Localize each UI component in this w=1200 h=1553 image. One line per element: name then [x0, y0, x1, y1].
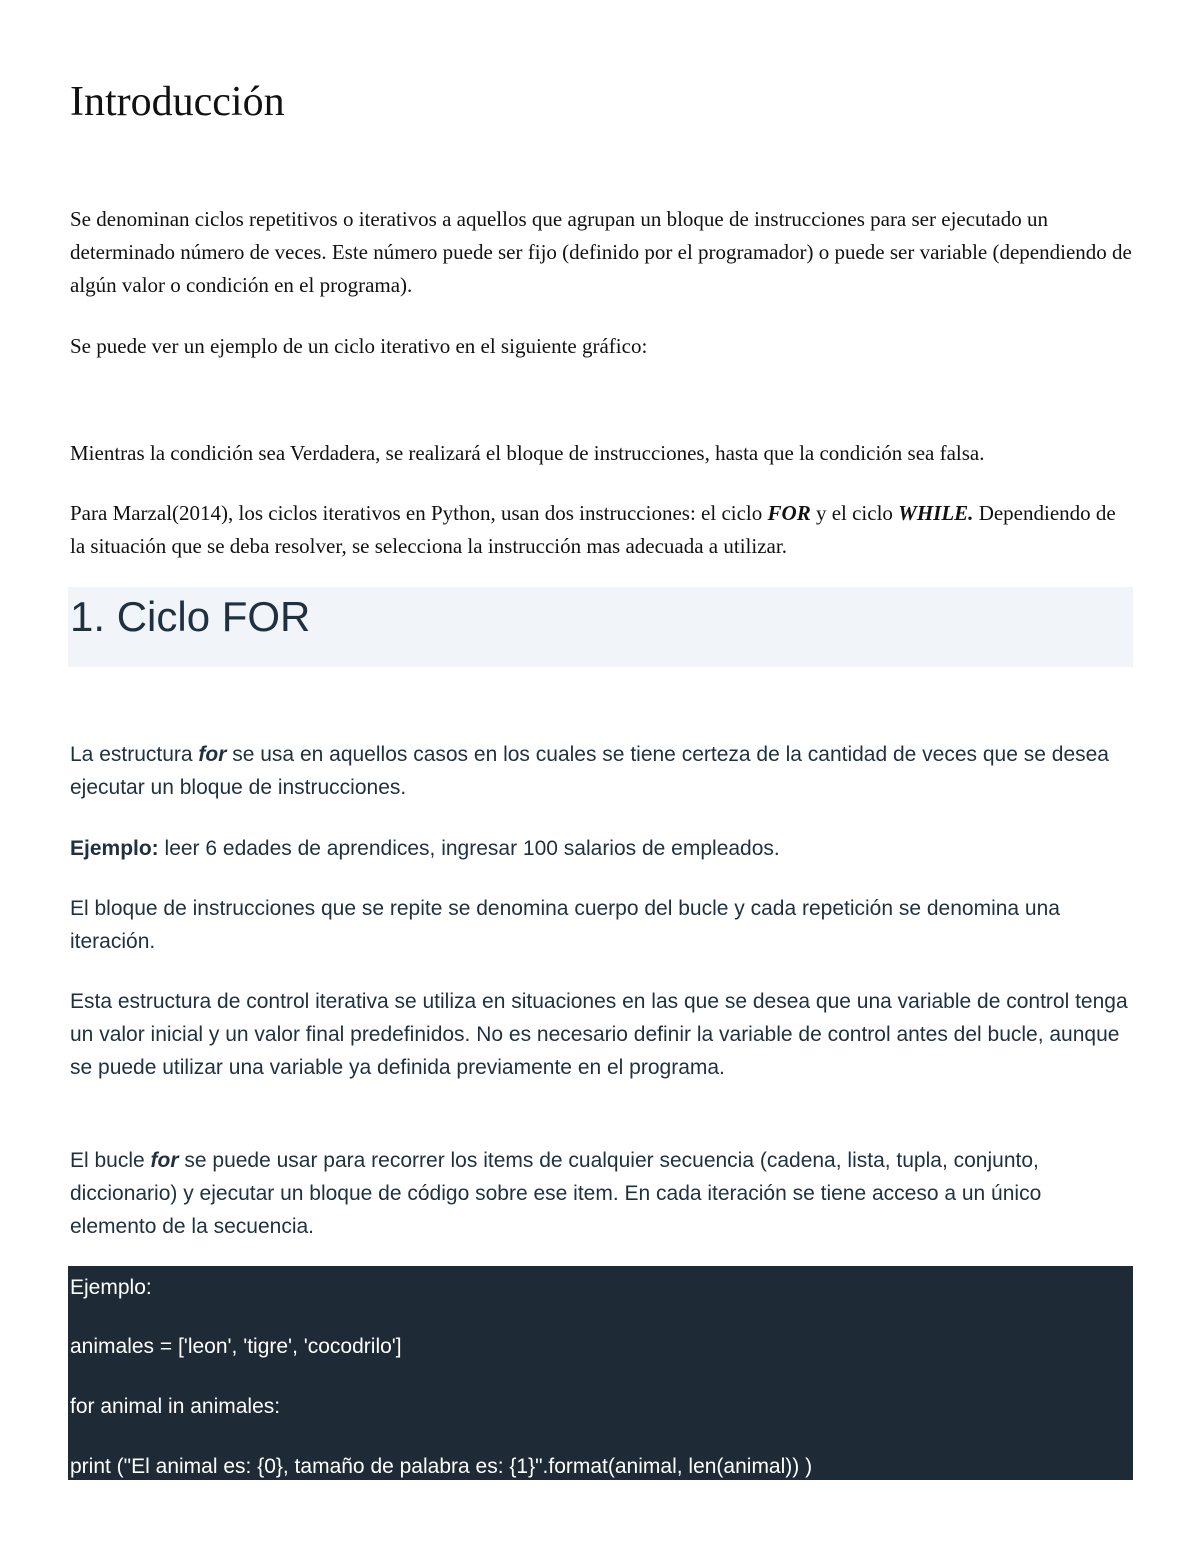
code-line-2: animales = ['leon', 'tigre', 'cocodrilo']	[70, 1335, 402, 1358]
for-heading-banner	[68, 587, 1133, 667]
intro-paragraph-4	[70, 497, 1133, 563]
for-paragraph-4: Esta estructura de control iterativa se utiliza en situaciones en las que se desea que una variable de control tenga un valor inicial y un valor final predefinidos. No es necesario definir la variable de control antes del bucle, aunque se puede utilizar una variable ya definida previamente en el programa.	[70, 990, 1128, 1079]
code-line-1: Ejemplo:	[70, 1276, 152, 1299]
p4-text-c: Dependiendo de la situación que se deba resolver, se selecciona la instrucción mas adecuada a utilizar.	[70, 501, 1116, 558]
code-line-3: for animal in animales:	[70, 1395, 281, 1418]
for-paragraph-3: El bloque de instrucciones que se repite se denomina cuerpo del bucle y cada repetición se denomina una iteración.	[70, 897, 1060, 953]
p4-while-keyword: WHILE.	[898, 501, 974, 525]
for-paragraph-5	[70, 1144, 1133, 1243]
intro-paragraph-3: Mientras la condición sea Verdadera, se realizará el bloque de instrucciones, hasta que la condición sea falsa.	[70, 441, 985, 465]
p4-text-a: Para Marzal(2014), los ciclos iterativos en Python, usan dos instrucciones: el ciclo	[70, 501, 768, 525]
code-example-block	[68, 1266, 1133, 1480]
intro-paragraph-1: Se denominan ciclos repetitivos o iterativos a aquellos que agrupan un bloque de instrucciones para ser ejecutado un determinado número de veces. Este número puede ser fijo (definido por el programador) o puede ser variable (dependiendo de algún valor o condición en el programa).	[70, 207, 1132, 297]
p4-for-keyword: FOR	[767, 501, 811, 525]
example-label: Ejemplo:	[70, 837, 159, 860]
for-paragraph-example	[70, 832, 1133, 865]
for-section-heading: 1. Ciclo FOR	[70, 593, 311, 640]
s1-text-b: se usa en aquellos casos en los cuales se tiene certeza de la cantidad de veces que se desea ejecutar un bloque de instrucciones.	[70, 743, 1109, 799]
s5-text-a: El bucle	[70, 1149, 151, 1172]
intro-paragraph-2: Se puede ver un ejemplo de un ciclo iterativo en el siguiente gráfico:	[70, 334, 648, 358]
p4-text-b: y el ciclo	[810, 501, 899, 525]
s1-text-a: La estructura	[70, 743, 199, 766]
s5-text-b: se puede usar para recorrer los items de cualquier secuencia (cadena, lista, tupla, conjunto, diccionario) y ejecutar un bloque de código sobre ese item. En cada iteración se tiene acceso a un único elemento de la secuencia.	[70, 1149, 1042, 1238]
code-line-4: print ("El animal es: {0}, tamaño de palabra es: {1}".format(animal, len(animal)) )	[70, 1455, 813, 1478]
for-paragraph-1	[70, 738, 1133, 804]
s1-for-keyword: for	[198, 743, 227, 766]
intro-title: Introducción	[70, 79, 285, 125]
s5-for-keyword: for	[150, 1149, 179, 1172]
example-text: leer 6 edades de aprendices, ingresar 100 salarios de empleados.	[158, 837, 780, 860]
